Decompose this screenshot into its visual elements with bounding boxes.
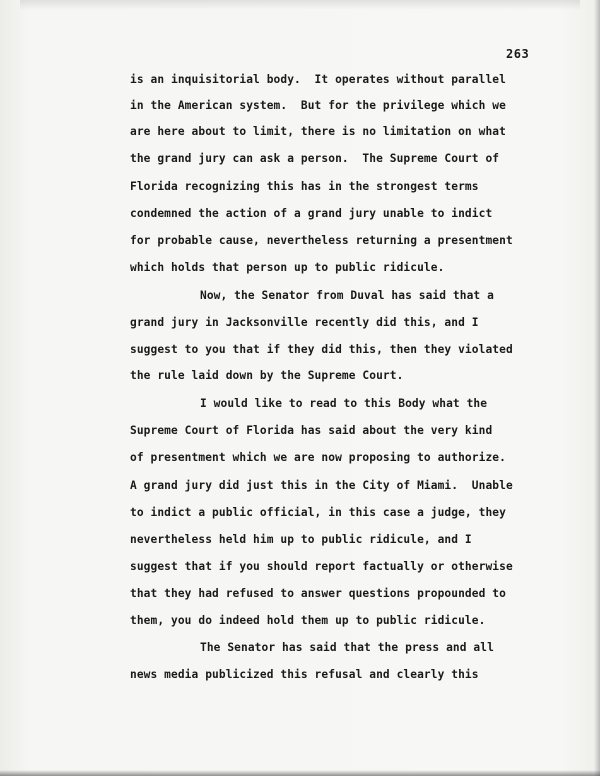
text-line-8: which holds that person up to public ridicule. [130, 261, 445, 274]
text-line-7: for probable cause, nevertheless returning a presentment [130, 234, 513, 247]
text-line-5: Florida recognizing this has in the strongest terms [130, 180, 479, 193]
scan-top-shadow [20, 0, 580, 10]
text-line-17: to indict a public official, in this case a judge, they [130, 506, 506, 519]
text-line-6: condemned the action of a grand jury unable to indict [130, 207, 493, 220]
text-line-16: A grand jury did just this in the City of Miami. Unable [130, 479, 513, 492]
text-line-12: the rule laid down by the Supreme Court. [130, 369, 404, 382]
text-line-14: Supreme Court of Florida has said about the very kind [130, 424, 493, 437]
text-line-18: nevertheless held him up to public ridicule, and I [130, 533, 472, 546]
text-line-2: in the American system. But for the privilege which we [130, 99, 506, 112]
page-number: 263 [506, 47, 530, 61]
text-line-23: news media publicized this refusal and clearly this [130, 668, 479, 681]
text-line-1: is an inquisitorial body. It operates without parallel [130, 73, 506, 86]
text-line-9: Now, the Senator from Duval has said that a [200, 289, 494, 302]
text-line-3: are here about to limit, there is no limitation on what [130, 125, 506, 138]
scan-right-edge [594, 0, 600, 776]
text-line-20: that they had refused to answer questions propounded to [130, 587, 506, 600]
scan-bottom-edge [0, 770, 600, 776]
text-line-13: I would like to read to this Body what the [200, 397, 488, 410]
text-line-11: suggest to you that if they did this, then they violated [130, 343, 513, 356]
text-line-21: them, you do indeed hold them up to public ridicule. [130, 614, 486, 627]
text-line-19: suggest that if you should report factually or otherwise [130, 560, 513, 573]
text-line-4: the grand jury can ask a person. The Supreme Court of [130, 152, 500, 165]
text-line-15: of presentment which we are now proposing to authorize. [130, 451, 506, 464]
text-line-10: grand jury in Jacksonville recently did this, and I [130, 316, 479, 329]
text-line-22: The Senator has said that the press and all [200, 641, 494, 654]
